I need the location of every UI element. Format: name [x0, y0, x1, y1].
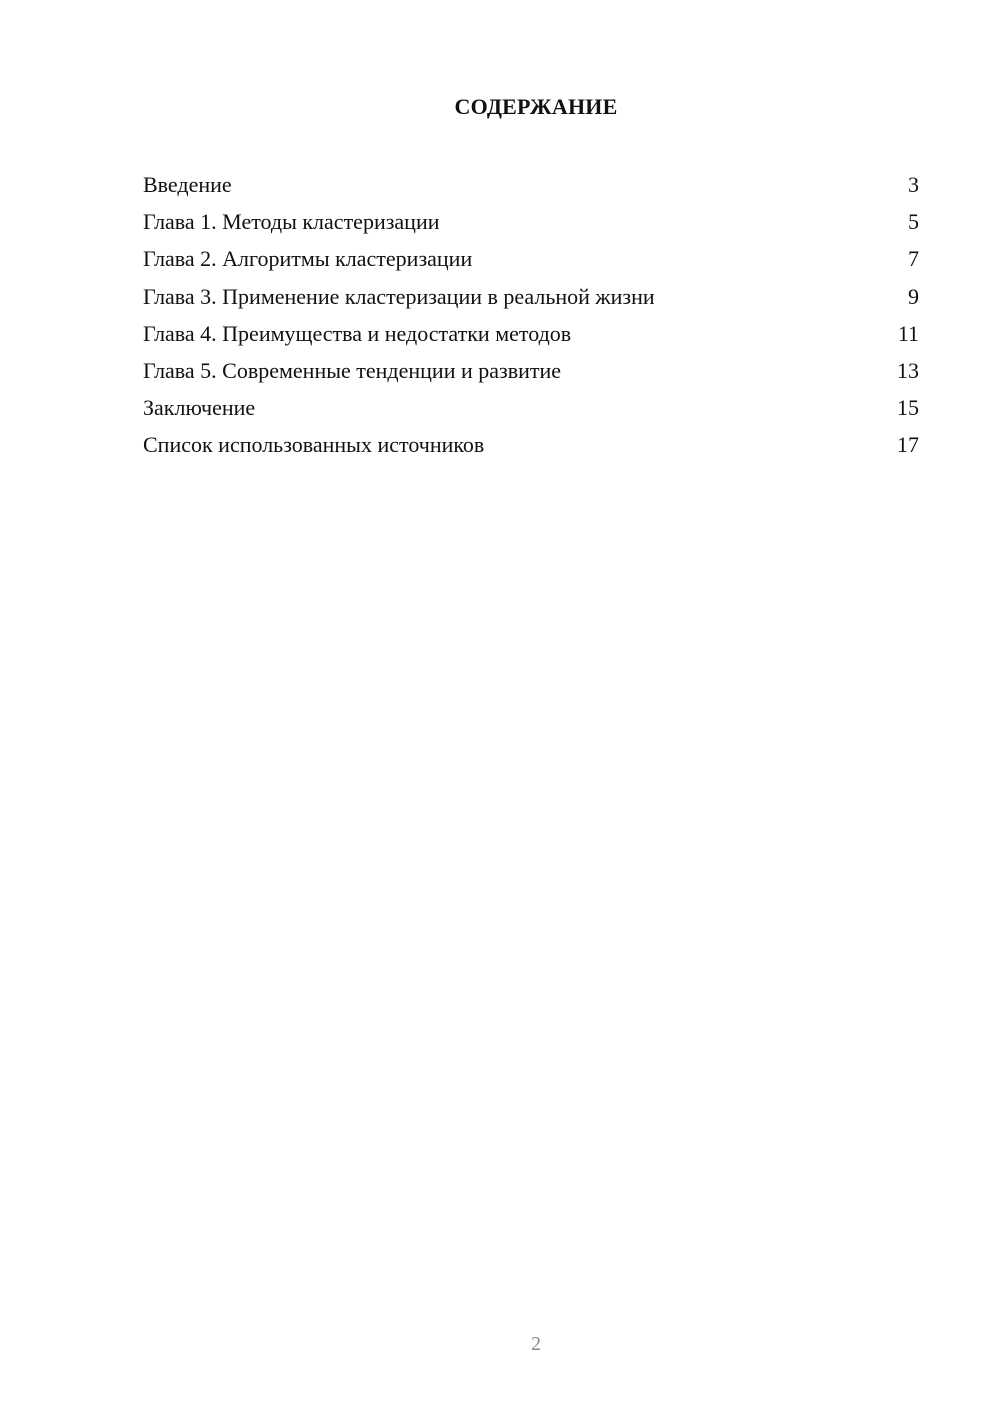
- toc-item-label: Глава 5. Современные тенденции и развитие: [143, 357, 562, 383]
- toc-item-label: Глава 4. Преимущества и недостатки методов: [143, 320, 572, 346]
- toc-item-chapter-1: [143, 203, 919, 240]
- toc-item-page: 17: [897, 432, 919, 458]
- toc-item-page: 15: [897, 395, 919, 421]
- toc-item-page: 9: [908, 283, 919, 309]
- toc-item-introduction: [143, 166, 919, 203]
- toc-item-chapter-5: [143, 352, 919, 389]
- toc-item-label: Глава 2. Алгоритмы кластеризации: [143, 246, 473, 272]
- toc-item-label: Список использованных источников: [143, 432, 485, 458]
- toc-item-chapter-2: [143, 240, 919, 277]
- toc-item-chapter-3: [143, 278, 919, 315]
- toc-item-page: 13: [897, 357, 919, 383]
- toc-item-chapter-4: [143, 315, 919, 352]
- toc-item-label: Глава 1. Методы кластеризации: [143, 209, 440, 235]
- toc-item-page: 7: [908, 246, 919, 272]
- toc-item-label: Заключение: [143, 395, 256, 421]
- toc-item-references: [143, 426, 919, 463]
- toc-item-label: Введение: [143, 172, 232, 197]
- toc-item-page: 3: [908, 172, 919, 197]
- page-number: 2: [531, 1333, 541, 1355]
- toc-item-page: 11: [897, 320, 919, 346]
- toc-item-conclusion: [143, 389, 919, 426]
- toc-item-page: 5: [908, 209, 919, 235]
- page-title: СОДЕРЖАНИЕ: [454, 94, 618, 119]
- table-of-contents: [143, 166, 919, 464]
- toc-item-label: Глава 3. Применение кластеризации в реальной жизни: [143, 283, 655, 309]
